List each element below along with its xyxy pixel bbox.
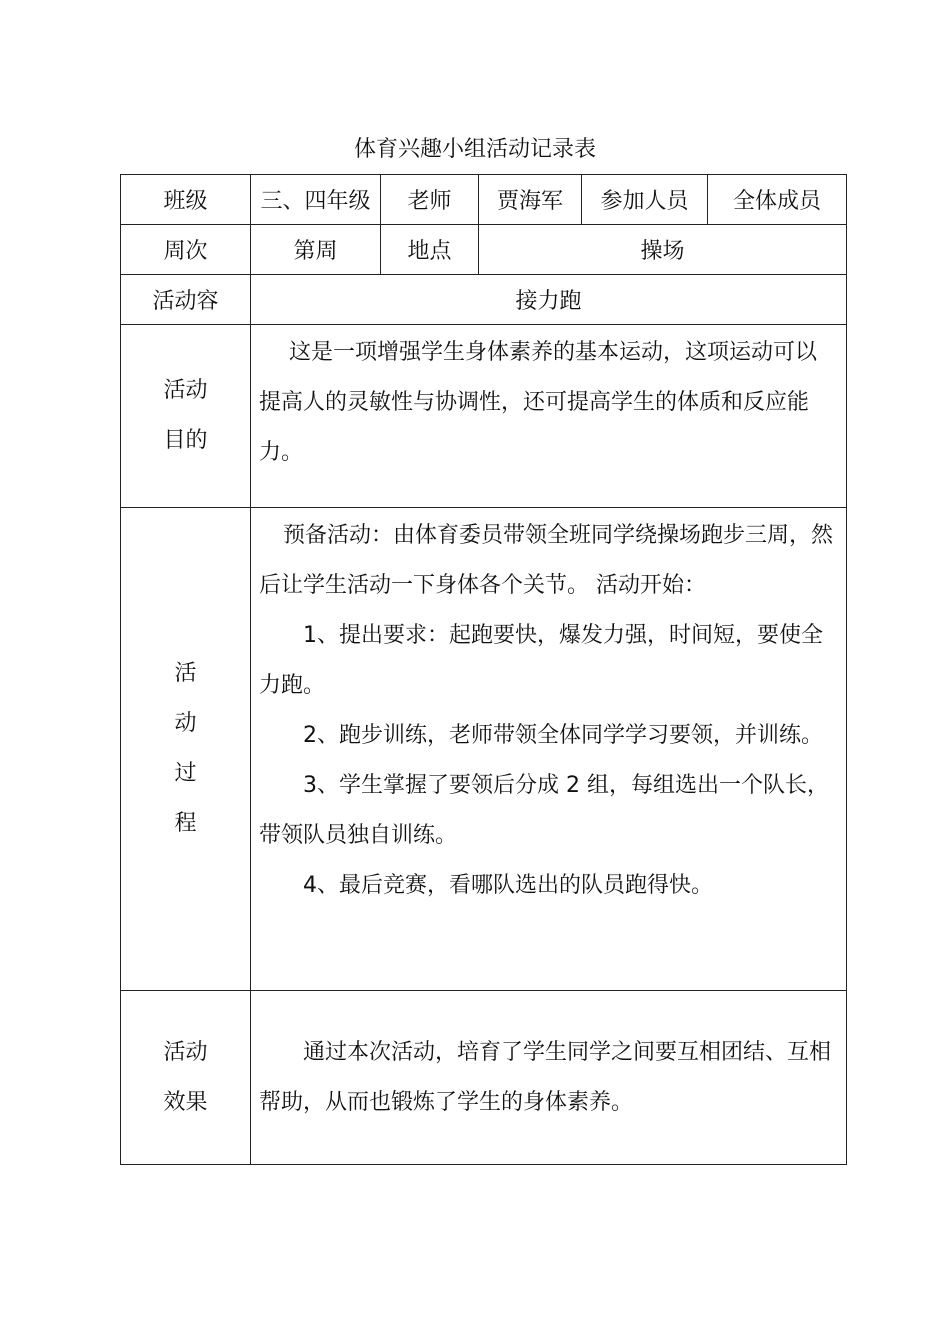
process-label-char: 过 xyxy=(174,761,197,786)
week-value: 第周 xyxy=(251,225,381,275)
effect-label-line1: 活动 xyxy=(163,1039,208,1065)
process-label-char: 动 xyxy=(174,711,197,736)
content-value: 接力跑 xyxy=(251,275,847,325)
effect-cell xyxy=(251,991,847,1165)
purpose-text: 这是一项增强学生身体素养的基本运动，这项运动可以提高人的灵敏性与协调性，还可提高学生的体质和反应能力。 xyxy=(259,340,818,465)
week-label: 周次 xyxy=(121,225,251,275)
process-label xyxy=(121,508,251,991)
table-row xyxy=(121,175,847,225)
table-row xyxy=(121,991,847,1165)
activity-record-table xyxy=(120,174,847,1165)
class-value: 三、四年级 xyxy=(251,175,381,225)
page-title: 体育兴趣小组活动记录表 xyxy=(353,137,596,162)
class-label: 班级 xyxy=(121,175,251,225)
purpose-label-line1: 活动 xyxy=(163,378,208,403)
process-step: 4、最后竞赛，看哪队选出的队员跑得快。 xyxy=(303,873,713,898)
location-label: 地点 xyxy=(381,225,479,275)
content-label: 活动容 xyxy=(121,275,251,325)
process-cell xyxy=(251,508,847,991)
purpose-label-line2: 目的 xyxy=(163,428,208,453)
participants-value: 全体成员 xyxy=(708,175,847,225)
process-step: 1、提出要求：起跑要快，爆发力强，时间短，要使全力跑。 xyxy=(259,623,823,698)
process-label-char: 程 xyxy=(174,811,197,836)
purpose-cell xyxy=(251,325,847,508)
table-row xyxy=(121,325,847,508)
purpose-label xyxy=(121,325,251,508)
effect-label xyxy=(121,991,251,1165)
effect-text: 通过本次活动，培育了学生同学之间要互相团结、互相帮助，从而也锻炼了学生的身体素养。 xyxy=(259,1039,832,1115)
table-row xyxy=(121,508,847,991)
process-step: 3、学生掌握了要领后分成 2 组，每组选出一个队长，带领队员独自训练。 xyxy=(259,773,829,848)
process-label-char: 活 xyxy=(174,661,197,686)
teacher-label: 老师 xyxy=(381,175,479,225)
teacher-value: 贾海军 xyxy=(479,175,582,225)
location-value: 操场 xyxy=(479,225,847,275)
participants-label: 参加人员 xyxy=(582,175,708,225)
table-row xyxy=(121,275,847,325)
process-intro: 预备活动：由体育委员带领全班同学绕操场跑步三周，然后让学生活动一下身体各个关节。 活动开始： xyxy=(259,523,834,598)
table-row xyxy=(121,225,847,275)
process-step: 2、跑步训练，老师带领全体同学学习要领，并训练。 xyxy=(303,723,823,748)
effect-label-line2: 效果 xyxy=(163,1089,208,1115)
